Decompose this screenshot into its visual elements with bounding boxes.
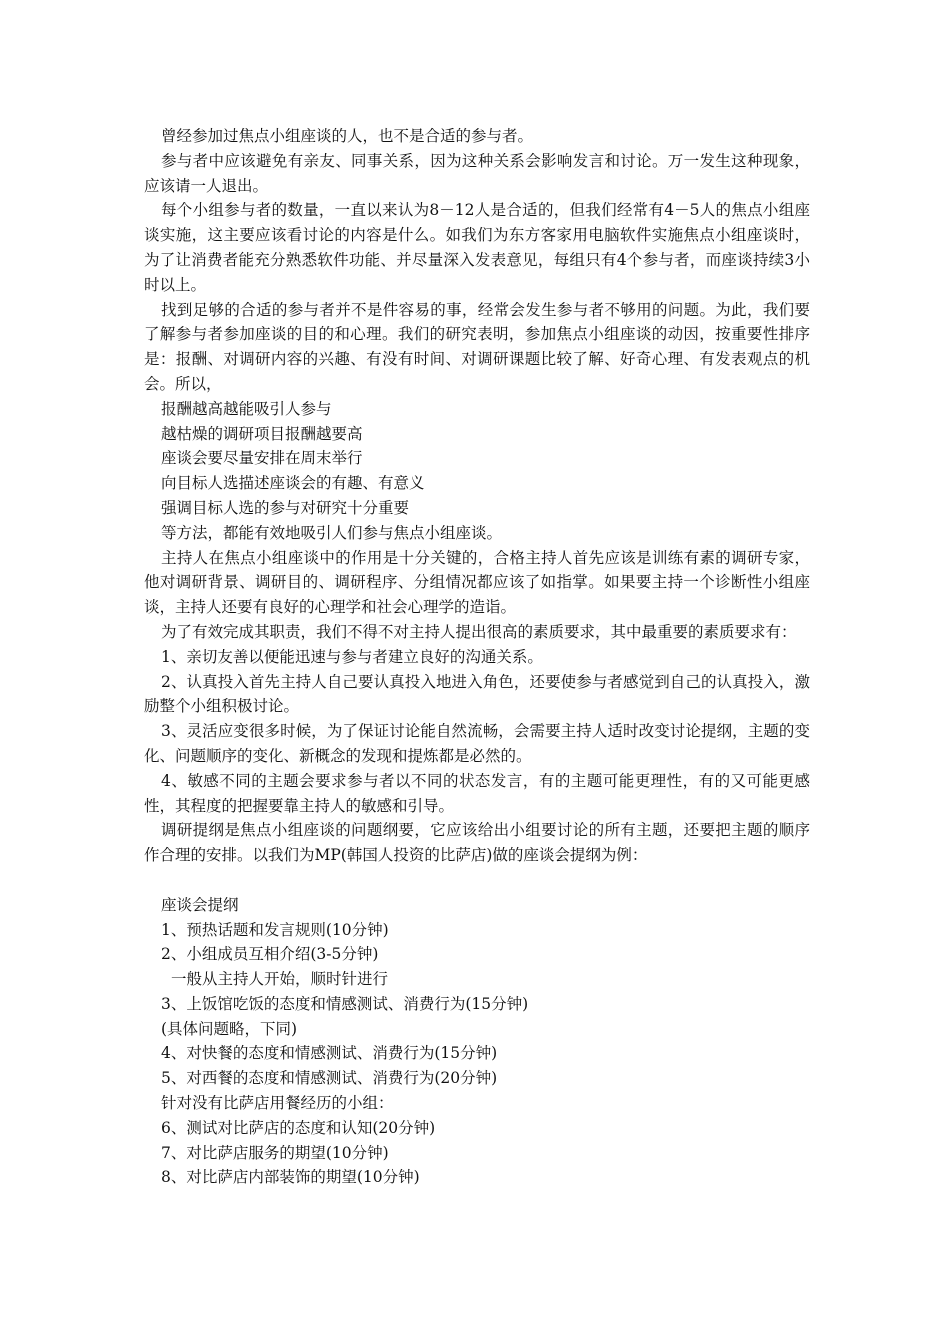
paragraph: 调研提纲是焦点小组座谈的问题纲要，它应该给出小组要讨论的所有主题，还要把主题的顺序作合理的安排。以我们为MP(韩国人投资的比萨店)做的座谈会提纲为例： (144, 821, 810, 865)
paragraph: 主持人在焦点小组座谈中的作用是十分关键的，合格主持人首先应该是训练有素的调研专家，他对调研背景、调研目的、调研程序、分组情况都应该了如指掌。如果要主持一个诊断性小组座谈，主持人还要有良好的心理学和社会心理学的造诣。 (144, 548, 810, 617)
outline-item: 7、对比萨店服务的期望(10分钟) (161, 1143, 389, 1162)
paragraph: 为了有效完成其职责，我们不得不对主持人提出很高的素质要求，其中最重要的素质要求有： (161, 622, 797, 641)
outline-note: (具体问题略，下同) (161, 1019, 298, 1038)
list-line: 强调目标人选的参与对研究十分重要 (161, 498, 410, 517)
blank-line (144, 868, 810, 893)
list-line: 越枯燥的调研项目报酬越要高 (161, 424, 363, 443)
numbered-paragraph: 2、认真投入首先主持人自己要认真投入地进入角色，还要使参与者感觉到自己的认真投入，激励整个小组积极讨论。 (144, 672, 810, 716)
outline-item: 1、预热话题和发言规则(10分钟) (161, 920, 389, 939)
numbered-paragraph: 3、灵活应变很多时候，为了保证讨论能自然流畅，会需要主持人适时改变讨论提纲，主题的变化、问题顺序的变化、新概念的发现和提炼都是必然的。 (144, 722, 810, 765)
outline-item: 4、对快餐的态度和情感测试、消费行为(15分钟) (161, 1044, 498, 1063)
list-line: 报酬越高越能吸引人参与 (161, 399, 332, 418)
numbered-paragraph: 1、亲切友善以便能迅速与参与者建立良好的沟通关系。 (161, 647, 543, 666)
outline-note: 一般从主持人开始，顺时针进行 (171, 970, 389, 989)
paragraph: 参与者中应该避免有亲友、同事关系，因为这种关系会影响发言和讨论。万一发生这种现象，应该请一人退出。 (144, 151, 810, 195)
document-body (144, 124, 810, 1190)
paragraph: 曾经参加过焦点小组座谈的人，也不是合适的参与者。 (161, 127, 534, 145)
paragraph: 每个小组参与者的数量，一直以来认为8－12人是合适的，但我们经常有4－5人的焦点小组座谈实施，这主要应该看讨论的内容是什么。如我们为东方客家用电脑软件实施焦点小组座谈时，为了让消费者能充分熟悉软件功能、并尽量深入发表意见，每组只有4个参与者，而座谈持续3小时以上。 (144, 201, 810, 294)
outline-title: 座谈会提纲 (161, 895, 239, 914)
list-line: 座谈会要尽量安排在周末举行 (161, 449, 363, 468)
outline-item: 8、对比萨店内部装饰的期望(10分钟) (161, 1168, 420, 1187)
outline-item: 6、测试对比萨店的态度和认知(20分钟) (161, 1118, 436, 1137)
paragraph: 找到足够的合适的参与者并不是件容易的事，经常会发生参与者不够用的问题。为此，我们要了解参与者参加座谈的目的和心理。我们的研究表明，参加焦点小组座谈的动因，按重要性排序是：报酬、对调研内容的兴趣、有没有时间、对调研课题比较了解、好奇心理、有发表观点的机会。所以， (144, 300, 810, 393)
list-line: 向目标人选描述座谈会的有趣、有意义 (161, 474, 425, 493)
outline-item: 3、上饭馆吃饭的态度和情感测试、消费行为(15分钟) (161, 994, 529, 1013)
outline-note: 针对没有比萨店用餐经历的小组： (161, 1094, 394, 1113)
outline-item: 5、对西餐的态度和情感测试、消费行为(20分钟) (161, 1069, 498, 1088)
numbered-paragraph: 4、敏感不同的主题会要求参与者以不同的状态发言，有的主题可能更理性，有的又可能更感性，其程度的把握要靠主持人的敏感和引导。 (144, 771, 810, 815)
paragraph: 等方法，都能有效地吸引人们参与焦点小组座谈。 (161, 523, 503, 542)
outline-item: 2、小组成员互相介绍(3-5分钟) (161, 945, 379, 964)
